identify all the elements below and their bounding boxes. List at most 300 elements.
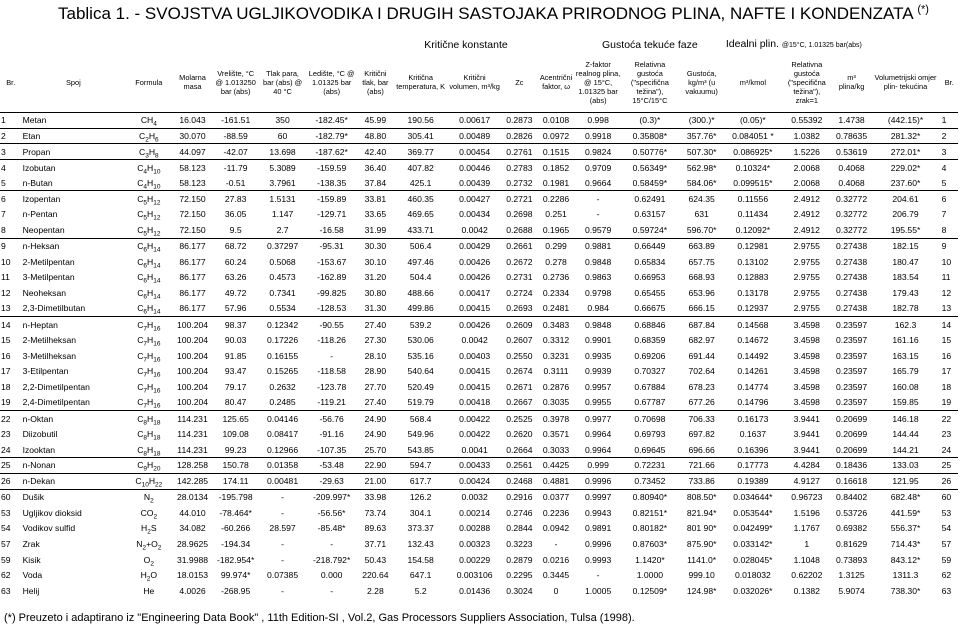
cell-lediste: -91.16	[319, 429, 344, 440]
cell-rel_gust_tek: 0.73452	[621, 473, 678, 489]
cell-zc: 0.2731	[506, 272, 533, 283]
cell-zfaktor: 0.9943	[584, 507, 612, 518]
cell-molarna: 142.285	[173, 473, 213, 489]
cell-krit_tlak: 31.20	[364, 272, 387, 283]
col-header-rel_gust_tek: Relativna gustoća ("specifična težina"), 15°C/15°C	[621, 52, 678, 113]
cell-tlak_para: 0.37297	[259, 238, 306, 254]
cell-rel_gust_tek: 0.80182*	[632, 523, 668, 534]
table-row	[0, 238, 958, 254]
cell-gust_kg: 668.93	[688, 272, 715, 283]
cell-spoj: 3-Metilheksan	[22, 350, 77, 361]
cell-br: 19	[1, 397, 11, 408]
cell-acentricni: 0.0972	[537, 128, 575, 144]
header-idealni-note: @15°C, 1.01325 bar(abs)	[781, 42, 862, 49]
cell-gust_kg: 721.66	[678, 458, 724, 474]
cell-lediste: -56.56*	[317, 507, 346, 518]
cell-tlak_para: 0.01358	[259, 458, 306, 474]
cell-br2: 7	[941, 209, 947, 220]
cell-molarna: 86.177	[179, 303, 206, 314]
cell-lediste: -129.71	[317, 209, 347, 220]
cell-molarna: 30.070	[173, 128, 213, 144]
cell-br2: 13	[941, 303, 952, 314]
cell-acentricni: 0.2481	[542, 303, 570, 314]
cell-formula: $C_2H_6$	[125, 128, 172, 144]
cell-br2: 53	[941, 507, 952, 518]
col-header-lediste: Ledište, °C @ 1.01325 bar (abs)	[306, 52, 357, 113]
cell-vol_omjer: 204.61	[870, 191, 940, 207]
cell-spoj: 2-Metilheksan	[22, 334, 77, 345]
cell-vol_omjer: 441.59*	[890, 507, 921, 518]
cell-vreliste: 91.85	[224, 350, 247, 361]
cell-zc: 0.2550	[506, 350, 533, 361]
cell-br: 17	[1, 366, 11, 377]
cell-m3kmol: 0.14672	[737, 334, 769, 345]
cell-lediste: -29.63	[306, 473, 357, 489]
cell-gust_kg: 808.50*	[678, 489, 724, 505]
cell-vol_omjer: 179.43	[892, 287, 919, 298]
cell-molarna: 16.043	[179, 115, 206, 126]
cell-vreliste: 9.5	[229, 224, 242, 235]
cell-acentricni: 0.3571	[542, 429, 570, 440]
cell-vreliste: -194.34	[221, 538, 251, 549]
cell-br2: 60	[941, 489, 958, 505]
cell-m3kmol: 0.17773	[725, 458, 781, 474]
cell-krit_vol: 0.00229	[459, 554, 491, 565]
cell-krit_temp: 373.37	[407, 523, 434, 534]
cell-spoj: Izobutan	[22, 160, 126, 176]
cell-krit_temp: 305.41	[394, 128, 448, 144]
cell-formula: $C_6H_{14}$	[137, 303, 161, 317]
cell-br: 16	[1, 350, 11, 361]
cell-rel_gust_plin: 3.4598	[793, 366, 820, 377]
cell-br: 23	[1, 429, 11, 440]
cell-tlak_para: 3.7961	[269, 177, 296, 188]
cell-molarna: 86.177	[179, 256, 206, 267]
cell-m3kg: 0.27438	[836, 303, 868, 314]
cell-br2: 1	[941, 115, 947, 126]
cell-br: 8	[1, 224, 6, 235]
table-row	[0, 160, 958, 176]
cell-molarna: 28.9625	[176, 538, 209, 549]
cell-br2: 11	[941, 272, 951, 283]
cell-rel_gust_tek: 0.58459*	[632, 177, 668, 188]
cell-acentricni: 0.2334	[542, 287, 570, 298]
cell-lediste: -182.79*	[306, 128, 357, 144]
cell-krit_temp: 540.64	[407, 366, 434, 377]
cell-br: 11	[1, 272, 10, 283]
col-header-molarna: Molarna masa	[173, 52, 213, 113]
cell-krit_tlak: 48.80	[357, 128, 394, 144]
cell-krit_tlak: 27.40	[364, 397, 387, 408]
cell-m3kmol: 0.14774	[737, 382, 769, 393]
table-row	[0, 113, 958, 129]
cell-rel_gust_plin: 2.4912	[793, 224, 820, 235]
cell-krit_vol: 0.00434	[459, 209, 491, 220]
cell-krit_tlak: 30.80	[364, 287, 387, 298]
cell-rel_gust_tek: 0.82151*	[632, 507, 668, 518]
cell-spoj: Helij	[22, 585, 40, 596]
cell-zfaktor: 0.9964	[584, 444, 612, 455]
cell-m3kmol: 0.032026*	[733, 585, 773, 596]
cell-m3kg: 0.16618	[833, 473, 871, 489]
cell-gust_kg: 596.70*	[686, 224, 717, 235]
cell-krit_vol: 0.00489	[448, 128, 502, 144]
table-row	[0, 426, 958, 442]
cell-krit_temp: 154.58	[407, 554, 434, 565]
cell-krit_temp: 304.1	[409, 507, 432, 518]
cell-spoj: Diizobutil	[22, 429, 58, 440]
cell-zc: 0.2671	[506, 382, 533, 393]
cell-gust_kg: 657.75	[688, 256, 715, 267]
cell-gust_kg: 697.82	[688, 429, 715, 440]
cell-acentricni: 0.2286	[537, 191, 575, 207]
cell-zfaktor: 1.0005	[584, 585, 612, 596]
cell-zfaktor: 0.9881	[575, 238, 621, 254]
cell-gust_kg: 584.06*	[686, 177, 717, 188]
cell-spoj: n-Dekan	[22, 473, 126, 489]
cell-vreliste: 57.96	[224, 303, 247, 314]
cell-vol_omjer: 281.32*	[870, 128, 940, 144]
header-idealni: Idealni plin. @15°C, 1.01325 bar(abs)	[725, 38, 862, 50]
cell-m3kg: 0.20699	[836, 444, 868, 455]
table-row	[0, 411, 958, 427]
cell-m3kmol: 0.034644*	[725, 489, 781, 505]
cell-tlak_para: 0.04146	[259, 411, 306, 427]
cell-tlak_para: 0.16155	[267, 350, 299, 361]
cell-vreliste: 80.47	[224, 397, 247, 408]
properties-table	[0, 38, 958, 599]
cell-krit_tlak: 22.90	[357, 458, 394, 474]
cell-br2: 8	[941, 224, 947, 235]
cell-m3kg: 0.23597	[836, 382, 868, 393]
table-row	[0, 144, 958, 160]
table-row	[0, 473, 958, 489]
table-row	[0, 552, 958, 568]
cell-rel_gust_plin: 2.0068	[781, 160, 833, 176]
cell-vol_omjer: 162.3	[870, 316, 940, 332]
cell-spoj: Izooktan	[22, 444, 56, 455]
cell-formula: $C_7H_{16}$	[137, 397, 161, 411]
cell-vol_omjer: 165.79	[892, 366, 919, 377]
cell-zc: 0.2667	[506, 397, 533, 408]
cell-zc: 0.2698	[506, 209, 533, 220]
cell-gust_kg: 999.10	[688, 570, 715, 581]
cell-rel_gust_tek: 0.72231	[621, 458, 678, 474]
cell-lediste: -	[330, 350, 334, 361]
cell-br2: 12	[941, 287, 952, 298]
cell-krit_vol: 0.00433	[448, 458, 502, 474]
cell-tlak_para: 350	[275, 115, 290, 126]
cell-vreliste: -182.954*	[217, 554, 255, 565]
cell-br2: 18	[941, 382, 952, 393]
cell-spoj: Dušik	[22, 489, 126, 505]
cell-vreliste: -11.79	[212, 160, 258, 176]
table-row	[0, 269, 958, 285]
cell-br2: 4	[941, 160, 958, 176]
cell-krit_temp: 190.56	[407, 115, 434, 126]
cell-krit_tlak: 27.70	[364, 382, 387, 393]
cell-formula: $C_4H_{10}$	[125, 160, 172, 176]
table-row	[0, 191, 958, 207]
cell-gust_kg: 624.35	[678, 191, 724, 207]
cell-m3kmol: 0.16173	[725, 411, 781, 427]
cell-vol_omjer: 182.78	[892, 303, 919, 314]
table-row	[0, 520, 958, 536]
cell-tlak_para: 2.7	[276, 224, 289, 235]
cell-zc: 0.3024	[506, 585, 533, 596]
cell-rel_gust_plin: 1.1048	[793, 554, 820, 565]
cell-gust_kg: 821.94*	[686, 507, 717, 518]
cell-br: 62	[1, 570, 11, 581]
title-mark: (*)	[917, 3, 929, 16]
cell-acentricni: 0.3312	[542, 334, 570, 345]
cell-spoj: n-Pentan	[22, 209, 58, 220]
cell-zfaktor: 0.9993	[584, 554, 612, 565]
cell-acentricni: 0.1965	[542, 224, 570, 235]
cell-m3kg: 0.73893	[836, 554, 868, 565]
cell-br: 63	[1, 585, 11, 596]
cell-lediste: -	[330, 538, 334, 549]
cell-vreliste: 99.974*	[220, 570, 251, 581]
table-row	[0, 128, 958, 144]
cell-lediste: 0.000	[320, 570, 343, 581]
col-header-vol_omjer: Volumetrijski omjer plin- tekućina	[870, 52, 940, 113]
cell-zc: 0.3223	[506, 538, 533, 549]
cell-krit_tlak: 45.99	[364, 115, 387, 126]
cell-acentricni: 0.0377	[537, 489, 575, 505]
cell-spoj: Izopentan	[22, 191, 126, 207]
cell-acentricni: -	[554, 538, 558, 549]
cell-zc: 0.2916	[502, 489, 538, 505]
cell-br: 25	[0, 458, 22, 474]
cell-vol_omjer: 843.12*	[890, 554, 921, 565]
cell-rel_gust_plin: 3.4598	[781, 316, 833, 332]
cell-br2: 24	[941, 444, 952, 455]
cell-krit_tlak: 37.71	[364, 538, 387, 549]
cell-krit_temp: 519.79	[407, 397, 434, 408]
cell-br2: 26	[941, 473, 958, 489]
cell-tlak_para: 60	[259, 128, 306, 144]
cell-vol_omjer: 1311.3	[892, 570, 919, 581]
cell-formula: $CH_4$	[140, 115, 157, 129]
cell-zc: 0.2724	[506, 287, 533, 298]
cell-zfaktor: 0.984	[587, 303, 609, 314]
cell-m3kmol: 0.053544*	[733, 507, 773, 518]
cell-rel_gust_tek: 0.68846	[621, 316, 678, 332]
cell-krit_tlak: 50.43	[364, 554, 387, 565]
cell-molarna: 128.258	[173, 458, 213, 474]
cell-zfaktor: -	[575, 191, 621, 207]
cell-molarna: 114.231	[173, 411, 213, 427]
cell-m3kg: 0.23597	[836, 334, 868, 345]
cell-m3kmol: 0.084051 *	[725, 128, 781, 144]
cell-zc: 0.2661	[502, 238, 538, 254]
cell-br: 13	[1, 303, 11, 314]
cell-lediste: -90.55	[306, 316, 357, 332]
cell-rel_gust_tek: 0.12509*	[632, 585, 668, 596]
cell-br2: 16	[941, 350, 952, 361]
cell-acentricni: 0.299	[537, 238, 575, 254]
cell-br2: 62	[941, 570, 952, 581]
cell-zc: 0.2783	[502, 160, 538, 176]
cell-tlak_para: -	[281, 538, 284, 549]
cell-spoj: Kisik	[22, 554, 41, 565]
col-header-zfaktor: Z-faktor realnog plina, @ 15°C, 1.01325 bar (abs)	[575, 52, 621, 113]
cell-spoj: n-Butan	[22, 177, 53, 188]
cell-vreliste: 150.78	[212, 458, 258, 474]
cell-acentricni: 0.3231	[542, 350, 570, 361]
cell-rel_gust_tek: 0.66953	[634, 272, 666, 283]
cell-vreliste: -78.464*	[219, 507, 252, 518]
cell-molarna: 31.9988	[176, 554, 209, 565]
cell-zfaktor: 0.9918	[575, 128, 621, 144]
table-row	[0, 567, 958, 583]
cell-zfaktor: 0.9709	[575, 160, 621, 176]
cell-formula: $N_2$	[125, 489, 172, 505]
cell-acentricni: 0.3445	[542, 570, 570, 581]
cell-formula: $C_6H_{14}$	[137, 287, 161, 301]
cell-lediste: -218.792*	[313, 554, 351, 565]
cell-molarna: 18.0153	[176, 570, 209, 581]
cell-spoj: 3-Etilpentan	[22, 366, 69, 377]
cell-br: 53	[1, 507, 11, 518]
cell-br: 10	[1, 256, 11, 267]
cell-m3kg: 0.18436	[833, 458, 871, 474]
cell-m3kmol: (0.05)*	[739, 115, 766, 126]
cell-krit_tlak: 33.65	[364, 209, 387, 220]
cell-lediste: -118.58	[317, 366, 346, 377]
cell-krit_tlak: 220.64	[362, 570, 389, 581]
cell-krit_vol: 0.00427	[448, 191, 502, 207]
cell-vreliste: -88.59	[212, 128, 258, 144]
cell-vol_omjer: 183.54	[892, 272, 919, 283]
cell-vol_omjer: 180.47	[892, 256, 919, 267]
cell-tlak_para: 0.2485	[269, 397, 296, 408]
cell-formula: $N_2+O_2$	[136, 538, 162, 552]
cell-br2: 10	[941, 256, 952, 267]
table-row	[0, 332, 958, 348]
cell-lediste: -	[330, 585, 334, 596]
cell-m3kmol: 0.12937	[737, 303, 769, 314]
cell-formula: $C_{10}H_{22}$	[125, 473, 172, 489]
cell-krit_vol: 0.00214	[459, 507, 491, 518]
cell-acentricni: 0.251	[545, 209, 567, 220]
cell-acentricni: 0.3483	[537, 316, 575, 332]
cell-rel_gust_tek: 0.62491	[621, 191, 678, 207]
cell-vreliste: -268.95	[221, 585, 251, 596]
cell-molarna: 86.177	[173, 238, 213, 254]
cell-molarna: 114.231	[177, 444, 208, 455]
cell-m3kg: 0.4068	[838, 177, 865, 188]
cell-m3kmol: 0.14796	[737, 397, 769, 408]
cell-formula: $C_5H_{12}$	[137, 224, 161, 238]
cell-krit_vol: 0.00429	[448, 238, 502, 254]
cell-krit_temp: 568.4	[394, 411, 448, 427]
cell-vreliste: 90.03	[224, 334, 247, 345]
cell-m3kmol: 0.13178	[737, 287, 769, 298]
cell-zfaktor: 0.9957	[584, 382, 612, 393]
table-row	[0, 254, 958, 270]
cell-formula: $C_5H_{12}$	[137, 209, 161, 223]
cell-lediste: -56.76	[306, 411, 357, 427]
cell-vol_omjer: 556.37*	[890, 523, 921, 534]
footnote: (*) Preuzeto i adaptirano iz "Engineering Data Book" , 11th Edition-SI , Vol.2, Gas Processors Suppliers Association, Tulsa (1998).	[4, 612, 635, 624]
cell-molarna: 86.177	[179, 272, 206, 283]
cell-m3kmol: 0.19389	[725, 473, 781, 489]
cell-m3kmol: 0.1637	[739, 429, 767, 440]
cell-tlak_para: 1.5131	[259, 191, 306, 207]
cell-rel_gust_tek: 0.35808*	[621, 128, 678, 144]
cell-br2: 22	[941, 411, 958, 427]
cell-lediste: -153.67	[317, 256, 347, 267]
cell-acentricni: 0.4881	[537, 473, 575, 489]
cell-vol_omjer: 714.43*	[890, 538, 921, 549]
cell-m3kg: 0.27438	[836, 287, 868, 298]
cell-krit_temp: 499.86	[407, 303, 434, 314]
cell-vol_omjer: 144.44	[892, 429, 919, 440]
cell-rel_gust_tek: 0.87603*	[632, 538, 668, 549]
cell-krit_vol: 0.00426	[459, 272, 491, 283]
cell-acentricni: 0.3033	[542, 444, 570, 455]
cell-gust_kg: 691.44	[688, 350, 715, 361]
cell-krit_vol: 0.0041	[461, 444, 488, 455]
cell-br: 4	[0, 160, 22, 176]
cell-br: 26	[0, 473, 22, 489]
cell-zc: 0.2873	[506, 115, 533, 126]
cell-zc: 0.2609	[502, 316, 538, 332]
cell-krit_vol: 0.0042	[461, 334, 488, 345]
cell-zfaktor: 0.9798	[584, 287, 612, 298]
cell-gust_kg: 507.30*	[678, 144, 724, 160]
cell-spoj: n-Heptan	[22, 316, 126, 332]
cell-vol_omjer: 229.02*	[870, 160, 940, 176]
cell-acentricni: 0.4425	[537, 458, 575, 474]
cell-krit_temp: 539.2	[394, 316, 448, 332]
cell-vol_omjer: 144.21	[892, 444, 919, 455]
cell-zfaktor: 0.9997	[575, 489, 621, 505]
cell-vreliste: 98.37	[212, 316, 258, 332]
cell-molarna: 58.123	[179, 177, 206, 188]
cell-zfaktor: 0.9664	[584, 177, 612, 188]
cell-gust_kg: 696.66	[688, 444, 715, 455]
cell-lediste: -138.35	[317, 177, 347, 188]
cell-molarna: 86.177	[179, 287, 206, 298]
cell-spoj: 2,2-Dimetilpentan	[22, 382, 90, 393]
cell-krit_temp: 543.85	[407, 444, 434, 455]
col-header-spoj: Spoj	[22, 52, 126, 113]
cell-krit_tlak: 31.30	[364, 303, 387, 314]
cell-rel_gust_tek: 0.69793	[634, 429, 666, 440]
cell-lediste: -128.53	[317, 303, 347, 314]
cell-formula: $C_5H_{12}$	[125, 191, 172, 207]
cell-tlak_para: 0.7341	[269, 287, 296, 298]
cell-gust_kg: 653.96	[688, 287, 715, 298]
cell-br2: 59	[941, 554, 952, 565]
cell-rel_gust_plin: 1	[804, 538, 810, 549]
cell-lediste: -123.78	[317, 382, 347, 393]
cell-zfaktor: 0.9863	[584, 272, 612, 283]
cell-acentricni: 0.2236	[542, 507, 570, 518]
cell-m3kg: 0.20699	[836, 429, 868, 440]
col-header-zc: Zc	[502, 52, 538, 113]
cell-rel_gust_plin: 0.96723	[781, 489, 833, 505]
cell-vreliste: -161.51	[221, 115, 251, 126]
cell-formula: $C_6H_{14}$	[137, 256, 161, 270]
cell-krit_vol: 0.00617	[459, 115, 491, 126]
cell-gust_kg: 702.64	[688, 366, 715, 377]
cell-spoj: 2,3-Dimetilbutan	[22, 303, 86, 314]
cell-krit_vol: 0.00415	[459, 366, 491, 377]
